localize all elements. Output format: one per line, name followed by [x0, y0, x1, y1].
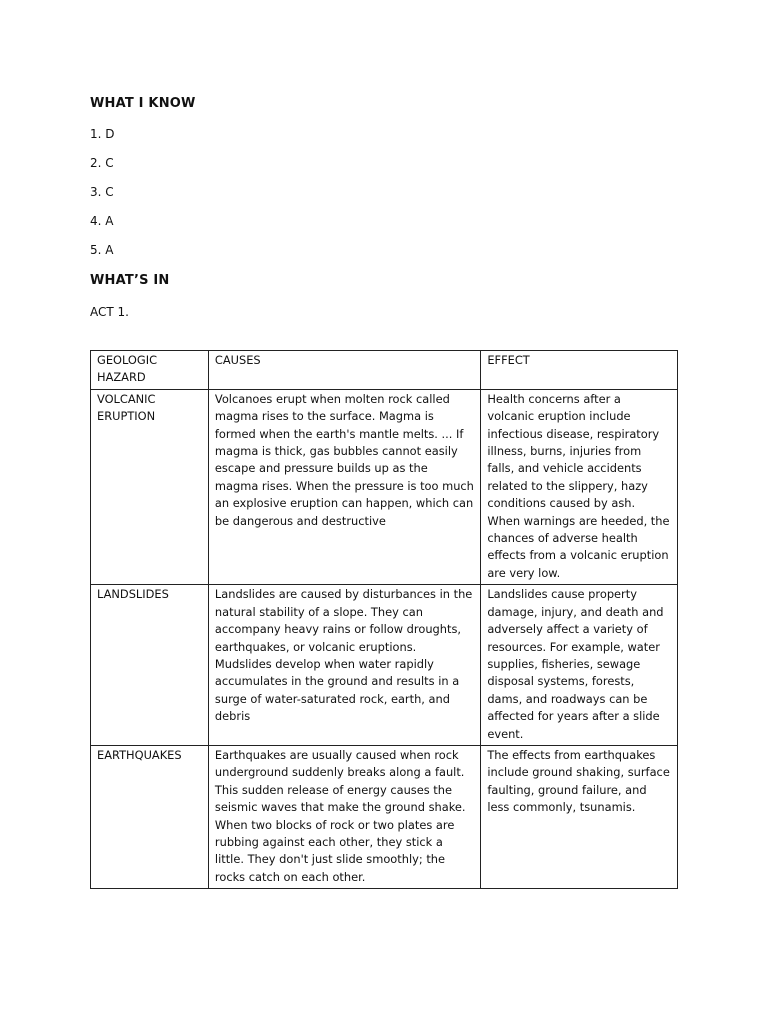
causes-cell: Earthquakes are usually caused when rock underground suddenly breaks along a fault. This sudden release of energy causes the seismic waves that make the ground shake. When two blocks of rock or two plates are rubbing against each other, they stick a little. They don't just slide smoothly; the rocks catch on each other. [208, 745, 480, 888]
hazard-cell: EARTHQUAKES [91, 745, 209, 888]
effect-cell: The effects from earthquakes include ground shaking, surface faulting, ground failure, and less commonly, tsunamis. [481, 745, 678, 888]
causes-cell: Landslides are caused by disturbances in the natural stability of a slope. They can accompany heavy rains or follow droughts, earthquakes, or volcanic eruptions. Mudslides develop when water rapidly accumulates in the ground and results in a surge of water-saturated rock, earth, and debris [208, 585, 480, 746]
whats-in-heading: WHAT’S IN [90, 273, 170, 288]
hazard-table [90, 350, 678, 889]
answer-1: 1. D [90, 127, 115, 141]
activity-label: ACT 1. [90, 305, 129, 319]
header-causes: CAUSES [208, 351, 480, 390]
hazard-cell: LANDSLIDES [91, 585, 209, 746]
answer-5: 5. A [90, 243, 114, 257]
answer-4: 4. A [90, 214, 114, 228]
table-header-row [91, 351, 678, 390]
effect-cell: Landslides cause property damage, injury, and death and adversely affect a variety of resources. For example, water supplies, fisheries, sewage disposal systems, forests, dams, and roadways can be affected for years after a slide event. [481, 585, 678, 746]
header-effect: EFFECT [481, 351, 678, 390]
answer-2: 2. C [90, 156, 114, 170]
answer-3: 3. C [90, 185, 114, 199]
effect-cell: Health concerns after a volcanic eruption include infectious disease, respiratory illness, burns, injuries from falls, and vehicle accidents related to the slippery, hazy conditions caused by ash. When warnings are heeded, the chances of adverse health effects from a volcanic eruption are very low. [481, 389, 678, 584]
table-row [91, 585, 678, 746]
table-row [91, 745, 678, 888]
what-i-know-heading: WHAT I KNOW [90, 96, 196, 111]
table-row [91, 389, 678, 584]
hazard-cell: VOLCANIC ERUPTION [91, 389, 209, 584]
header-geologic-hazard: GEOLOGIC HAZARD [91, 351, 209, 390]
causes-cell: Volcanoes erupt when molten rock called magma rises to the surface. Magma is formed when the earth's mantle melts. ... If magma is thick, gas bubbles cannot easily escape and pressure builds up as the magma rises. When the pressure is too much an explosive eruption can happen, which can be dangerous and destructive [208, 389, 480, 584]
